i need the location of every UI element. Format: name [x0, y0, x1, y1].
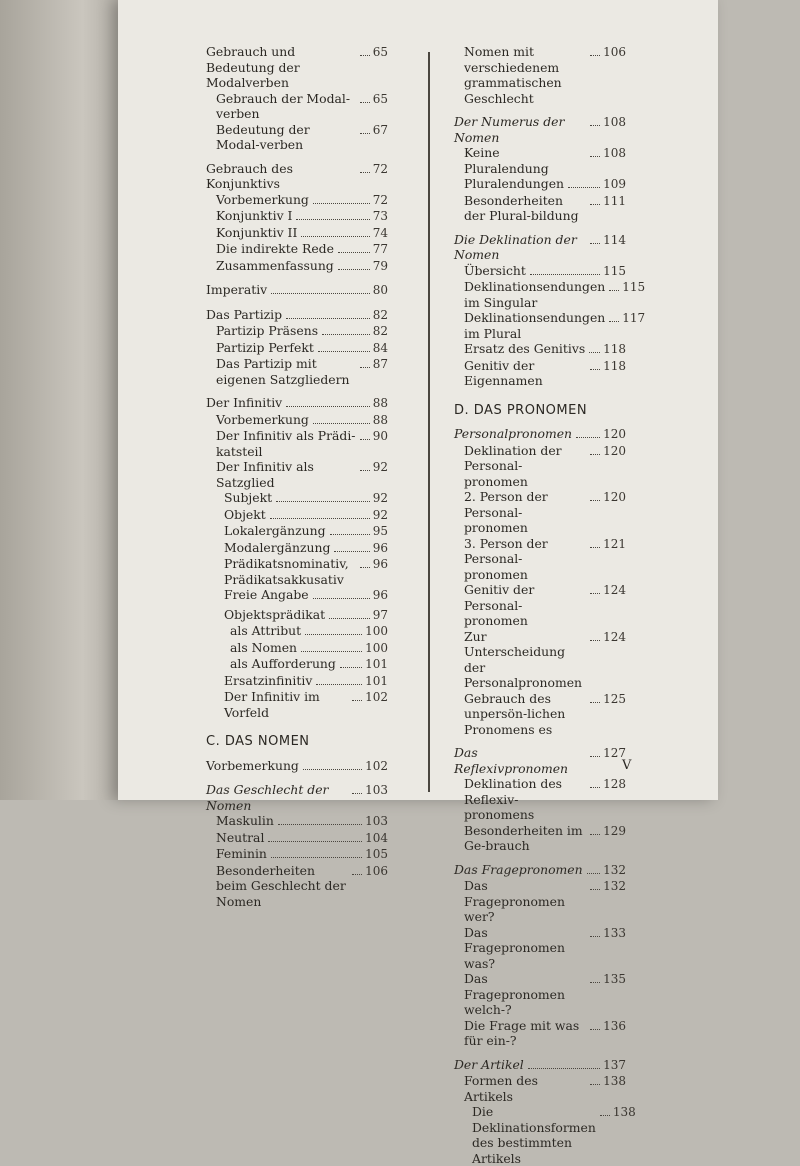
toc-entry-title: Partizip Präsens	[216, 323, 319, 338]
dot-leader	[340, 666, 362, 668]
toc-entry-title: Der Infinitiv im Vorfeld	[224, 689, 320, 720]
dot-leader	[360, 438, 370, 440]
toc-entry-title: als Nomen	[230, 639, 298, 655]
toc-entry	[206, 846, 388, 863]
toc-entry	[206, 556, 388, 587]
section-heading-c: C. DAS NOMEN	[206, 734, 310, 749]
toc-entry-page: 97	[372, 607, 388, 622]
toc-entry	[206, 782, 388, 813]
toc-entry-page: 106	[603, 45, 626, 59]
toc-entry	[206, 459, 388, 490]
toc-entry	[206, 161, 388, 192]
toc-entry-title: Partizip Perfekt	[216, 339, 314, 355]
book-edge	[0, 0, 118, 800]
toc-entry	[206, 241, 388, 258]
toc-left-column	[206, 44, 388, 909]
toc-entry-title: Pluralendungen	[464, 176, 565, 191]
dot-leader	[329, 617, 370, 619]
toc-entry-page: 74	[372, 225, 388, 240]
dot-leader	[360, 366, 370, 368]
toc-entry	[454, 536, 626, 583]
dot-leader	[568, 186, 600, 188]
dot-leader	[590, 203, 600, 205]
toc-entry-page: 77	[372, 242, 388, 256]
toc-entry-page: 80	[372, 283, 388, 297]
toc-entry-page: 111	[603, 193, 626, 208]
toc-entry-page: 125	[603, 691, 626, 706]
dot-leader	[590, 242, 600, 244]
toc-entry-page: 102	[365, 690, 388, 704]
toc-entry-page: 100	[365, 624, 388, 638]
dot-leader	[590, 1028, 600, 1030]
toc-entry	[206, 813, 388, 830]
toc-entry-page: 136	[603, 1018, 626, 1033]
toc-entry	[454, 232, 626, 263]
toc-entry-page: 118	[603, 358, 626, 373]
toc-entry	[206, 323, 388, 340]
toc-entry-page: 128	[603, 777, 626, 791]
dot-leader	[313, 202, 370, 204]
dot-leader	[590, 888, 600, 890]
toc-entry	[206, 507, 388, 524]
dot-leader	[590, 54, 600, 56]
toc-entry-page: 84	[372, 340, 388, 355]
dot-leader	[276, 500, 370, 502]
toc-entry-title: Der Artikel	[454, 1056, 524, 1072]
dot-leader	[303, 768, 362, 770]
toc-entry-title: Gebrauch des Konjunktivs	[206, 160, 293, 191]
dot-leader	[286, 405, 370, 407]
dot-leader	[590, 592, 600, 594]
toc-entry-page: 100	[365, 640, 388, 655]
toc-entry	[454, 114, 626, 145]
toc-entry-page: 109	[603, 177, 626, 191]
toc-entry-page: 101	[365, 673, 388, 688]
toc-entry-page: 124	[603, 583, 626, 597]
toc-entry-title: Freie Angabe	[224, 587, 309, 602]
dot-leader	[590, 833, 600, 835]
toc-entry-title: Ersatzinfinitiv	[224, 672, 313, 688]
dot-leader	[590, 981, 600, 983]
toc-right-column	[454, 44, 646, 1166]
toc-entry	[454, 629, 626, 691]
dot-leader	[590, 546, 600, 548]
dot-leader	[590, 1083, 600, 1085]
toc-entry-title: Genitiv der Personal-pronomen	[464, 582, 535, 628]
toc-entry	[206, 258, 388, 275]
toc-entry	[206, 587, 388, 604]
toc-entry-page: 92	[372, 491, 388, 505]
toc-entry-title: Gebrauch und Bedeutung der Modalverben	[206, 44, 300, 90]
toc-entry	[206, 225, 388, 242]
dot-leader	[590, 786, 600, 788]
toc-entry-title: Das Geschlecht der Nomen	[206, 782, 329, 813]
toc-entry-page: 117	[622, 311, 646, 325]
toc-entry	[206, 192, 388, 209]
dot-leader	[352, 699, 362, 701]
toc-entry	[206, 673, 388, 690]
toc-entry-title: 3. Person der Personal-pronomen	[464, 535, 548, 582]
toc-entry-title: Deklination des Reflexiv-pronomens	[464, 776, 563, 822]
toc-entry-page: 120	[603, 490, 626, 504]
toc-entry-title: Deklination der Personal-pronomen	[464, 442, 562, 489]
dot-leader	[271, 292, 370, 294]
toc-entry	[454, 1073, 626, 1104]
toc-entry-page: 87	[372, 357, 388, 371]
dot-leader	[360, 566, 370, 568]
toc-entry	[206, 523, 388, 540]
dot-leader	[590, 155, 600, 157]
toc-entry-title: Deklinationsendungen im Singular	[464, 279, 606, 310]
toc-entry	[206, 208, 388, 225]
toc-entry	[206, 540, 388, 557]
toc-entry	[454, 1104, 636, 1166]
page-number: V	[622, 758, 632, 773]
toc-entry	[454, 823, 626, 854]
dot-leader	[590, 935, 600, 937]
dot-leader	[609, 289, 619, 291]
toc-entry-page: 132	[603, 862, 626, 877]
toc-entry-page: 104	[365, 830, 388, 845]
toc-entry-page: 67	[372, 122, 388, 137]
toc-section-c-entries	[206, 758, 388, 910]
toc-entry	[206, 830, 388, 847]
toc-entry-title: Subjekt	[224, 490, 273, 505]
dot-leader	[530, 273, 600, 275]
dot-leader	[270, 517, 370, 519]
dot-leader	[322, 333, 370, 335]
toc-entry-title: Vorbemerkung	[216, 191, 309, 207]
toc-entry	[206, 395, 388, 412]
dot-leader	[334, 550, 369, 552]
toc-entry	[206, 640, 388, 657]
toc-entry-title: Imperativ	[206, 282, 268, 297]
toc-entry	[454, 745, 626, 776]
toc-entry-title: Besonderheiten beim Geschlecht der Nomen	[216, 862, 346, 909]
toc-entry-title: Das Partizip mit eigenen Satzgliedern	[216, 356, 350, 387]
toc-entry-page: 106	[365, 863, 388, 878]
toc-entry	[454, 341, 626, 358]
toc-entry-title: Besonderheiten im Ge-brauch	[464, 822, 583, 853]
dot-leader	[338, 268, 370, 270]
toc-entry	[206, 91, 388, 122]
dot-leader	[590, 453, 600, 455]
toc-entry	[454, 358, 626, 389]
dot-leader	[360, 132, 370, 134]
toc-entry-page: 121	[603, 536, 626, 551]
toc-entry-page: 129	[603, 823, 626, 838]
toc-entry-page: 138	[603, 1074, 626, 1088]
toc-entry-page: 102	[365, 758, 388, 773]
dot-leader	[352, 792, 362, 794]
dot-leader	[313, 597, 370, 599]
toc-entry	[206, 282, 388, 299]
toc-entry	[454, 145, 626, 176]
dot-leader	[609, 320, 619, 322]
dot-leader	[296, 218, 369, 220]
toc-entry	[454, 971, 626, 1018]
toc-entry-title: Nomen mit verschiedenem grammatischen Geschlecht	[464, 44, 562, 106]
toc-entry-page: 127	[603, 746, 626, 760]
toc-entry-title: Die Deklination der Nomen	[454, 231, 577, 262]
dot-leader	[590, 368, 600, 370]
toc-entry-title: Das Fragepronomen was?	[464, 924, 565, 971]
toc-entry	[454, 878, 626, 925]
toc-entry-page: 103	[365, 814, 388, 828]
toc-entry-title: 2. Person der Personal-pronomen	[464, 489, 548, 535]
toc-entry	[206, 428, 388, 459]
toc-entry-page: 137	[603, 1057, 626, 1072]
dot-leader	[590, 499, 600, 501]
toc-entry	[454, 426, 626, 443]
toc-entry-page: 101	[365, 657, 388, 671]
toc-entry-title: Zusammenfassung	[216, 257, 334, 273]
toc-entry-title: Konjunktiv II	[216, 224, 298, 240]
toc-entry-page: 65	[372, 91, 388, 106]
toc-entry-page: 82	[372, 307, 388, 322]
dot-leader	[352, 873, 362, 875]
dot-leader	[338, 251, 370, 253]
toc-entry-page: 73	[372, 209, 388, 223]
toc-entry-page: 90	[372, 429, 388, 443]
toc-entry-title: Konjunktiv I	[216, 208, 293, 223]
dot-leader	[576, 436, 600, 438]
toc-entry	[454, 279, 646, 310]
toc-entry-page: 72	[372, 192, 388, 207]
dot-leader	[286, 317, 370, 319]
toc-entry-page: 88	[372, 396, 388, 410]
dot-leader	[318, 350, 370, 352]
toc-entry-title: Das Reflexivpronomen	[454, 745, 569, 776]
toc-entry-page: 96	[372, 588, 388, 602]
toc-entry-title: Maskulin	[216, 813, 274, 828]
toc-entry-page: 138	[612, 1105, 636, 1119]
dot-leader	[590, 124, 600, 126]
dot-leader	[590, 755, 600, 757]
dot-leader	[360, 54, 370, 56]
toc-entry-page: 124	[603, 629, 626, 644]
column-divider	[428, 52, 430, 792]
dot-leader	[313, 422, 370, 424]
toc-entry	[206, 863, 388, 910]
toc-right-entries	[454, 44, 646, 389]
dot-leader	[600, 1114, 610, 1116]
toc-entry-title: Objektsprädikat	[224, 606, 326, 622]
toc-entry-title: Die indirekte Rede	[216, 241, 334, 256]
toc-entry-title: Das Fragepronomen welch-?	[464, 971, 565, 1017]
dot-leader	[360, 171, 370, 173]
toc-entry	[454, 44, 626, 106]
dot-leader	[301, 235, 369, 237]
toc-entry-title: Gebrauch der Modal-verben	[216, 90, 351, 121]
toc-entry-page: 82	[372, 324, 388, 338]
toc-entry-title: Genitiv der Eigennamen	[464, 357, 543, 388]
toc-entry-page: 120	[603, 427, 626, 441]
toc-entry	[454, 776, 626, 823]
dot-leader	[587, 872, 600, 874]
dot-leader	[268, 840, 362, 842]
dot-leader	[590, 639, 600, 641]
toc-entry-title: Der Numerus der Nomen	[454, 114, 565, 145]
dot-leader	[360, 469, 370, 471]
toc-entry	[206, 356, 388, 387]
toc-entry	[454, 925, 626, 972]
toc-entry	[454, 263, 626, 280]
dot-leader	[301, 650, 362, 652]
toc-entry-title: Zur Unterscheidung der Personalpronomen	[464, 628, 583, 690]
toc-entry-page: 105	[365, 847, 388, 861]
toc-entry	[454, 582, 626, 629]
toc-entry-title: Die Frage mit was für ein-?	[464, 1017, 580, 1048]
toc-entry-title: Formen des Artikels	[464, 1073, 538, 1104]
toc-entry-title: Lokalergänzung	[224, 523, 326, 538]
toc-entry-title: Der Infinitiv	[206, 395, 283, 410]
toc-entry-page: 96	[372, 540, 388, 555]
toc-entry-title: Keine Pluralendung	[464, 145, 549, 176]
toc-entry-page: 92	[372, 460, 388, 474]
toc-entry-page: 120	[603, 443, 626, 458]
dot-leader	[330, 533, 370, 535]
dot-leader	[589, 351, 600, 353]
toc-entry	[206, 607, 388, 624]
toc-entry	[206, 689, 388, 720]
toc-entry-page: 135	[603, 972, 626, 986]
toc-entry-page: 114	[603, 232, 626, 247]
toc-entry-title: Der Infinitiv als Prädi-katsteil	[216, 428, 356, 459]
toc-entry-title: Deklinationsendungen im Plural	[464, 310, 606, 341]
toc-entry-title: Gebrauch des unpersön-lichen Pronomens es	[464, 690, 566, 737]
toc-entry	[454, 691, 626, 738]
toc-entry-title: Übersicht	[464, 262, 526, 278]
toc-entry-page: 79	[372, 258, 388, 273]
toc-entry	[206, 412, 388, 429]
toc-entry-title: Ersatz des Genitivs	[464, 341, 586, 356]
toc-entry-page: 92	[372, 507, 388, 522]
toc-entry-title: Besonderheiten der Plural-bildung	[464, 192, 579, 223]
dot-leader	[590, 701, 600, 703]
toc-entry-title: Das Partizip	[206, 306, 283, 322]
toc-entry-page: 132	[603, 879, 626, 893]
toc-entry	[454, 193, 626, 224]
toc-entry	[206, 122, 388, 153]
toc-section-d-entries	[454, 426, 636, 1166]
dot-leader	[271, 856, 362, 858]
toc-entry-title: Feminin	[216, 846, 267, 861]
toc-entry	[454, 443, 626, 490]
toc-entry-page: 72	[372, 161, 388, 176]
toc-entry-title: Bedeutung der Modal-verben	[216, 121, 310, 152]
toc-entry-title: Das Fragepronomen	[454, 861, 583, 877]
toc-entry-title: Prädikatsnominativ, Prädikatsakkusativ	[224, 556, 349, 587]
toc-entry-page: 103	[365, 783, 388, 797]
toc-entry	[454, 176, 626, 193]
toc-entry	[454, 1018, 626, 1049]
toc-entry-page: 115	[603, 263, 626, 278]
toc-entry-title: Das Fragepronomen wer?	[464, 878, 565, 924]
dot-leader	[528, 1067, 600, 1069]
toc-entry-page: 65	[372, 45, 388, 59]
toc-entry-title: Modalergänzung	[224, 539, 331, 555]
toc-entry-title: Objekt	[224, 506, 266, 522]
section-heading-d: D. DAS PRONOMEN	[454, 402, 588, 418]
toc-entry-page: 108	[603, 146, 626, 160]
toc-entry	[454, 310, 646, 341]
dot-leader	[316, 683, 362, 685]
toc-left-entries	[206, 44, 388, 720]
toc-entry-title: Die Deklinationsformen des bestimmten Artikels	[472, 1104, 596, 1166]
toc-entry	[206, 623, 388, 640]
toc-entry	[454, 862, 626, 879]
toc-entry	[206, 490, 388, 507]
toc-entry	[454, 1057, 626, 1074]
toc-entry-page: 95	[372, 524, 388, 538]
toc-entry-title: als Aufforderung	[230, 656, 336, 671]
toc-entry-page: 88	[372, 412, 388, 427]
toc-entry-title: Vorbemerkung	[216, 411, 309, 427]
toc-entry-title: Vorbemerkung	[206, 757, 299, 773]
dot-leader	[305, 633, 362, 635]
dot-leader	[360, 101, 370, 103]
toc-entry-page: 118	[603, 342, 626, 356]
toc-entry-title: Der Infinitiv als Satzglied	[216, 459, 314, 490]
toc-entry	[206, 44, 388, 91]
toc-entry	[206, 656, 388, 673]
dot-leader	[278, 823, 362, 825]
toc-entry-title: als Attribut	[230, 623, 302, 638]
toc-entry	[206, 758, 388, 775]
toc-entry-title: Neutral	[216, 829, 265, 845]
toc-entry	[206, 307, 388, 324]
toc-entry-page: 108	[603, 115, 626, 129]
toc-entry-page: 115	[622, 280, 646, 294]
toc-entry-title: Personalpronomen	[454, 426, 573, 441]
toc-entry	[206, 340, 388, 357]
toc-entry-page: 133	[603, 925, 626, 940]
toc-entry-page: 96	[372, 557, 388, 571]
toc-entry	[454, 489, 626, 536]
